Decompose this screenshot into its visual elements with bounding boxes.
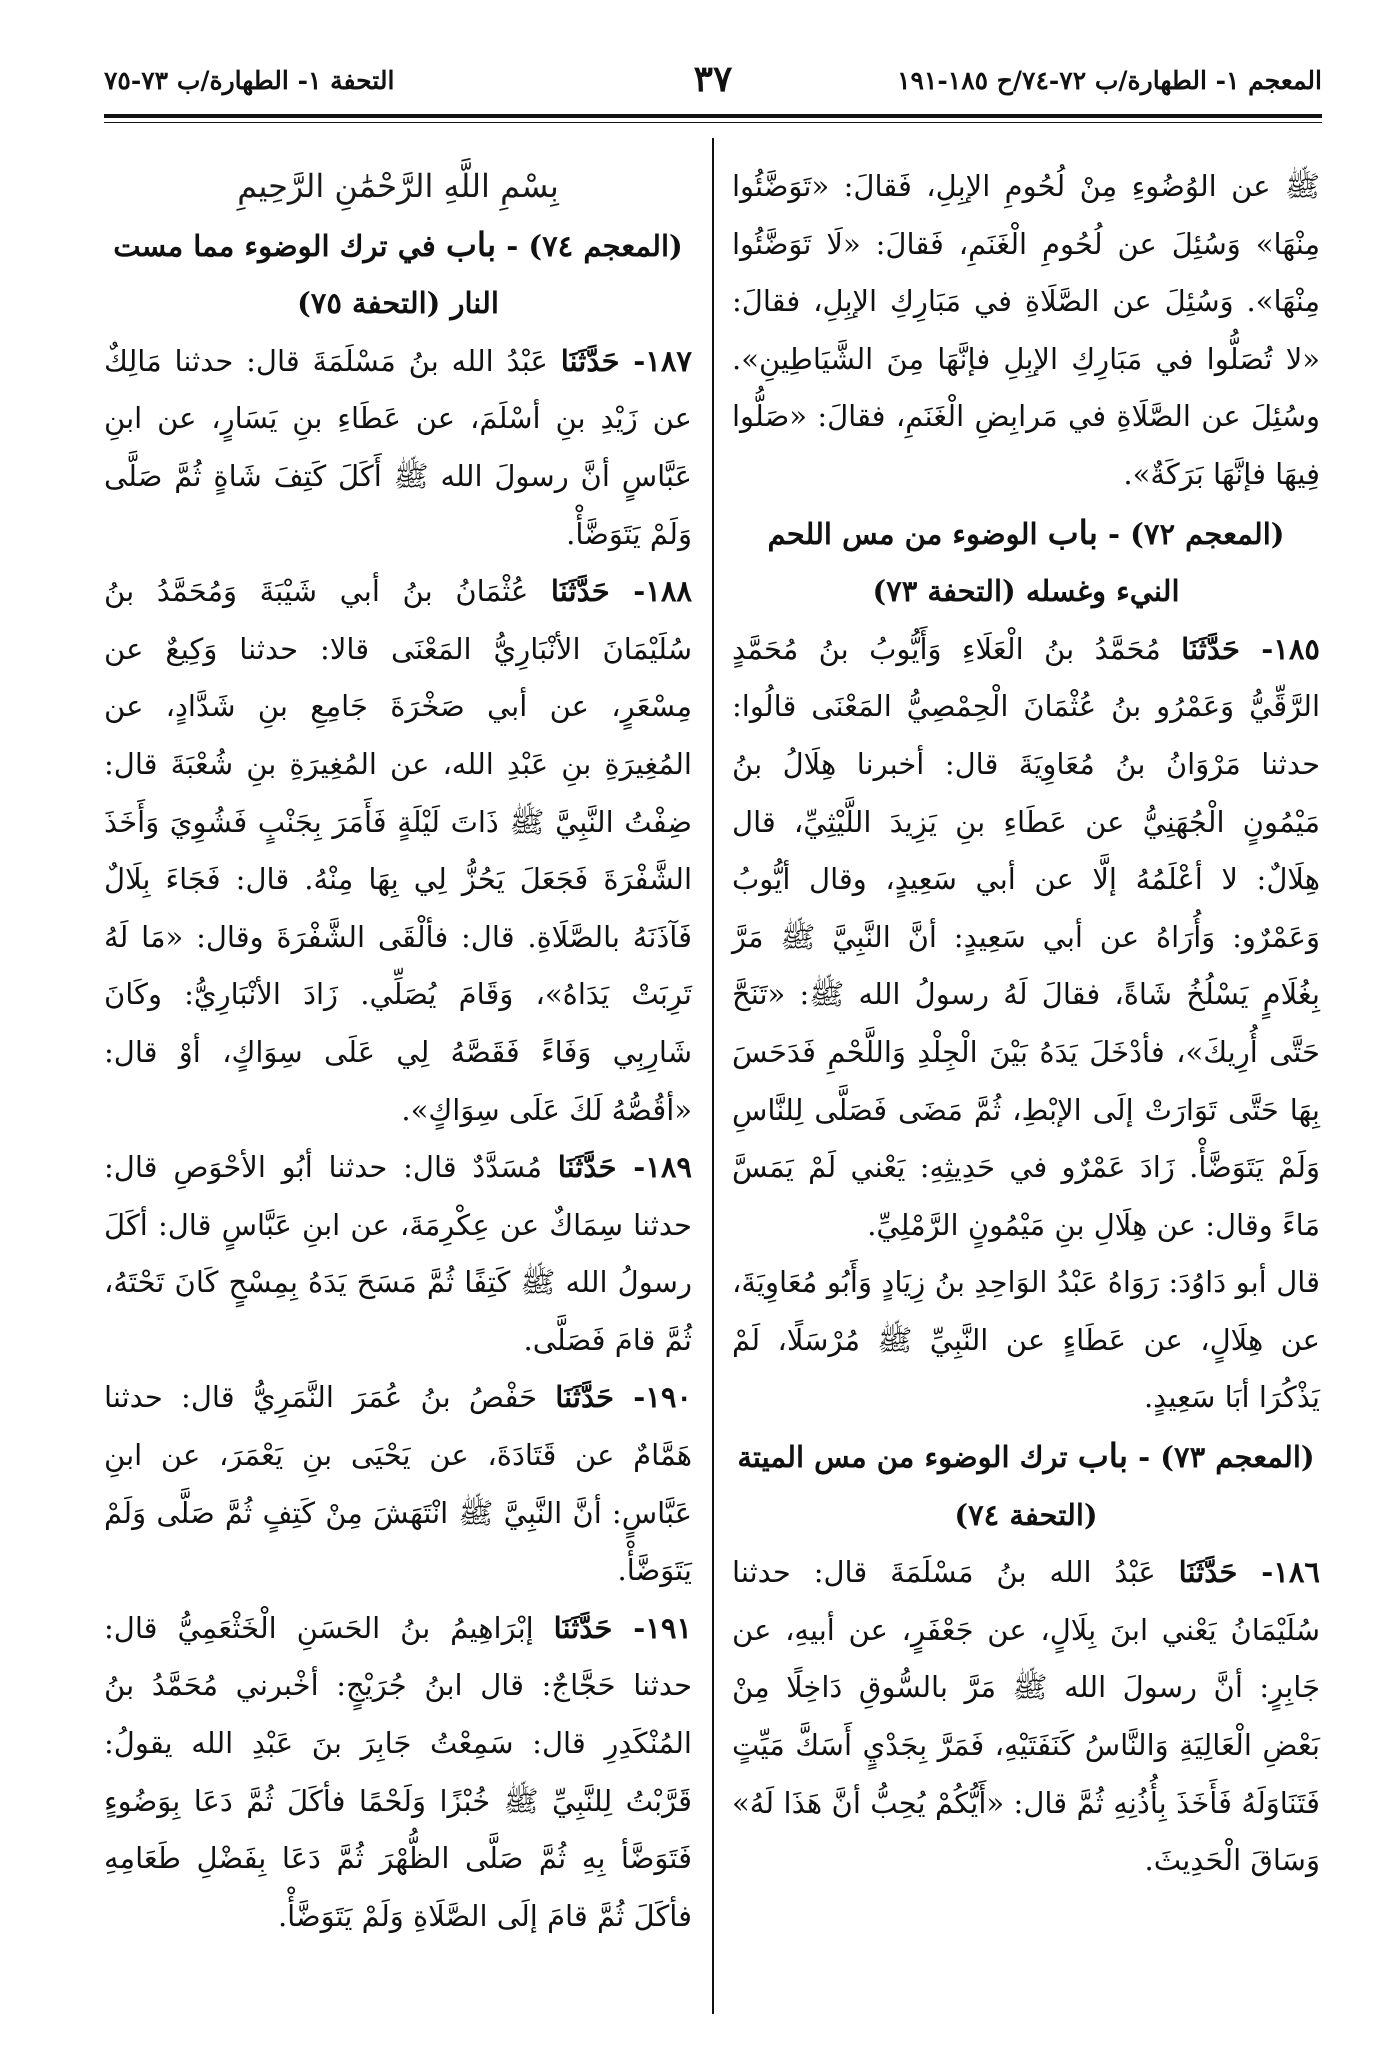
hadith-text: مُحَمَّدُ بنُ الْعَلَاءِ وَأَيُّوبُ بنُ مُحَمَّدٍ الرَّقِّيُّ وَعَمْرُو بنُ عُثْمَانَ الْحِمْصِيُّ المَعْنَى قالُوا: حدثنا مَرْوَانُ بنُ مُعَاوِيَةَ قال: أخبرنا هِلَالُ بنُ مَيْمُونٍ الْجُهَنِيُّ عن عَطَاءِ بنِ يَزِيدَ اللَّيْثِيِّ، قال هِلَالٌ: لا أعْلَمُهُ إلَّا عن أبي سَعِيدٍ، وقال أيُّوبُ وَعَمْرٌو: وَأُرَاهُ عن أبي سَعِيدٍ: أنَّ النَّبِيَّ ﷺ مَرَّ بِغُلَامٍ يَسْلُخُ شَاةً، فقالَ لَهُ رسولُ الله ﷺ: «تَنَحَّ حَتَّى أُرِيكَ»، فأدْخَلَ يَدَهُ بَيْنَ الْجِلْدِ وَاللَّحْمِ فَدَحَسَ بِهَا حَتَّى تَوَارَتْ إلَى الإبْطِ، ثُمَّ مَضَى فَصَلَّى لِلنَّاسِ وَلَمْ يَتَوَضَّأْ. زَادَ عَمْرٌو في حَدِيثِهِ: يَعْني لَمْ يَمَسَّ مَاءً وقال: عن هِلَالِ بنِ مَيْمُونٍ الرَّمْلِيِّ. bbox=[732, 631, 1320, 1242]
chapter-heading-72 bbox=[732, 504, 1320, 621]
header-right-reference: المعجم ١- الطهارة/ب ٧٢-٧٤/ح ١٨٥-١٩١ bbox=[897, 66, 1322, 95]
hadith-number: ١٩٠- bbox=[614, 1380, 693, 1415]
hadith-lead-word: حَدَّثَنَا bbox=[553, 1610, 613, 1645]
hadith-189 bbox=[104, 1139, 692, 1369]
hadith-number: ١٨٨- bbox=[609, 574, 692, 609]
hadith-lead-word: حَدَّثَنَا bbox=[560, 343, 620, 378]
bab-word: باب bbox=[1047, 512, 1098, 552]
header-rule-thin bbox=[104, 122, 1322, 123]
heading-prefix: (المعجم ٧٣) - bbox=[1128, 1440, 1315, 1475]
hadith-lead-word: حَدَّثَنَا bbox=[557, 1150, 617, 1185]
heading-title: الوضوء من مس اللحم النيء وغسله (التحفة ٧٣) bbox=[767, 516, 1180, 609]
hadith-lead-word: حَدَّثَنَا bbox=[1178, 1555, 1238, 1590]
hadith-text: حَفْصُ بنُ عُمَرَ النَّمَرِيُّ قال: حدثنا هَمَّامٌ عن قَتَادَةَ، عن يَحْيَى بنِ يَعْمَرَ، عن ابنِ عَبَّاسٍ: أنَّ النَّبِيَّ ﷺ انْتَهَشَ مِنْ كَتِفٍ ثُمَّ صَلَّى وَلَمْ يَتَوَضَّأْ. bbox=[104, 1380, 692, 1588]
right-column bbox=[732, 158, 1320, 1890]
hadith-188 bbox=[104, 563, 692, 1139]
hadith-number: ١٨٥- bbox=[1239, 631, 1320, 666]
basmala-calligraphy: بِسْمِ اللَّهِ الرَّحْمَٰنِ الرَّحِيمِ bbox=[237, 167, 559, 205]
hadith-187 bbox=[104, 333, 692, 563]
header-rule-thick bbox=[104, 114, 1322, 118]
hadith-text: عَبْدُ الله بنُ مَسْلَمَةَ قال: حدثنا مَالِكٌ عن زَيْدِ بنِ أسْلَمَ، عن عَطَاءِ بنِ يَسَارٍ، عن ابنِ عَبَّاسٍ أنَّ رسولَ الله ﷺ أَكَلَ كَتِفَ شَاةٍ ثُمَّ صَلَّى وَلَمْ يَتَوَضَّأْ. bbox=[104, 343, 692, 551]
chapter-heading-73 bbox=[732, 1427, 1320, 1544]
hadith-lead-word: حَدَّثَنَا bbox=[550, 574, 610, 609]
hadith-text: عُثْمَانُ بنُ أبي شَيْبَةَ وَمُحَمَّدُ بنُ سُلَيْمَانَ الأنْبَارِيُّ المَعْنَى قالا: حدثنا وَكِيعٌ عن مِسْعَرٍ، عن أبي صَخْرَةَ جَامِعِ بنِ شَدَّادٍ، عن المُغِيرَةِ بنِ عَبْدِ الله، عن المُغِيرَةِ بنِ شُعْبَةَ قال: ضِفْتُ النَّبِيَّ ﷺ ذَاتَ لَيْلَةٍ فَأَمَرَ بِجَنْبٍ فَشُوِيَ وَأَخَذَ الشَّفْرَةَ فَجَعَلَ يَحُزُّ لِي بِهَا مِنْهُ. قال: فَجَاءَ بِلَالٌ فَآذَنَهُ بالصَّلَاةِ. قال: فألْقَى الشَّفْرَةَ وقال: «مَا لَهُ تَرِبَتْ يَدَاهُ»، وَقَامَ يُصَلِّي. زَادَ الأنْبَارِيُّ: وكَانَ شَارِبِي وَفَاءً فَقَصَّهُ لِي عَلَى سِوَاكٍ، أوْ قال: «أقُصُّهُ لَكَ عَلَى سِوَاكٍ». bbox=[104, 574, 692, 1127]
hadith-number: ١٨٦- bbox=[1237, 1555, 1320, 1590]
bab-word: باب bbox=[1077, 1436, 1129, 1476]
hadith-186 bbox=[732, 1544, 1320, 1890]
hadith-lead-word: حَدَّثَنَا bbox=[1181, 631, 1240, 666]
hadith-number: ١٨٧- bbox=[619, 343, 692, 378]
hadith-text: عَبْدُ الله بنُ مَسْلَمَةَ قال: حدثنا سُلَيْمَانُ يَعْني ابنَ بِلَالٍ، عن جَعْفَرٍ، عن أبيهِ، عن جَابِرٍ: أنَّ رسولَ الله ﷺ مَرَّ بالسُّوقِ دَاخِلًا مِنْ بَعْضِ الْعَالِيَةِ وَالنَّاسُ كَنَفَتَيْهِ، فَمَرَّ بِجَدْيٍ أَسَكَّ مَيِّتٍ فَتَنَاوَلَهُ فَأَخَذَ بِأُذُنِهِ ثُمَّ قال: «أَيُّكُمْ يُحِبُّ أنَّ هَذَا لَهُ» وَسَاقَ الْحَدِيثَ. bbox=[732, 1555, 1320, 1878]
left-column bbox=[104, 158, 692, 1945]
bab-word: باب bbox=[445, 224, 497, 264]
hadith-number: ١٨٩- bbox=[616, 1150, 692, 1185]
hadith-text: إبْرَاهِيمُ بنُ الحَسَنِ الْخَثْعَمِيُّ قال: حدثنا حَجَّاجٌ: قال ابنُ جُرَيْجٍ: أخْبرني مُحَمَّدُ بنُ المُنْكَدِرِ قال: سَمِعْتُ جَابِرَ بنَ عَبْدِ الله يقولُ: قَرَّبْتُ لِلنَّبِيِّ ﷺ خُبْزًا وَلَحْمًا فأكَلَ ثُمَّ دَعَا بِوَضُوءٍ فَتَوَضَّأ بِهِ ثُمَّ صَلَّى الظُّهْرَ ثُمَّ دَعَا بِفَضْلِ طَعَامِهِ فأكَلَ ثُمَّ قامَ إلَى الصَّلَاةِ وَلَمْ يَتَوَضَّأْ. bbox=[104, 1610, 692, 1933]
chapter-heading-74 bbox=[104, 216, 692, 333]
page-number: ٣٧ bbox=[693, 58, 733, 100]
column-divider bbox=[712, 138, 714, 2014]
hadith-lead-word: حَدَّثَنَا bbox=[555, 1380, 615, 1415]
hadith-185 bbox=[732, 621, 1320, 1255]
heading-prefix: (المعجم ٧٢) - bbox=[1097, 516, 1285, 551]
header-left-reference: التحفة ١- الطهارة/ب ٧٣-٧٥ bbox=[104, 66, 395, 95]
hadith-190 bbox=[104, 1369, 692, 1599]
heading-prefix: (المعجم ٧٤) - bbox=[496, 228, 683, 263]
hadith-text: مُسَدَّدٌ قال: حدثنا أبُو الأحْوَصِ قال: حدثنا سِمَاكٌ عن عِكْرِمَةَ، عن ابنِ عَبَّاسٍ قال: أكَلَ رسولُ الله ﷺ كَتِفًا ثُمَّ مَسَحَ يَدَهُ بِمِسْحٍ كَانَ تَحْتَهُ، ثُمَّ قامَ فَصَلَّى. bbox=[104, 1150, 692, 1357]
hadith-number: ١٩١- bbox=[612, 1610, 692, 1645]
heading-title: ترك الوضوء من مس الميتة (التحفة ٧٤) bbox=[737, 1440, 1098, 1532]
abu-dawud-note: قال أبو دَاوُدَ: رَوَاهُ عَبْدُ الوَاحِدِ بنُ زِيَادٍ وَأَبُو مُعَاوِيَةَ، عن هِلَالٍ، عن عَطَاءٍ عن النَّبِيِّ ﷺ مُرْسَلًا، لَمْ يَذْكُرَا أبَا سَعِيدٍ. bbox=[732, 1265, 1320, 1415]
heading-title: في ترك الوضوء مما مست النار (التحفة ٧٥) bbox=[113, 228, 499, 321]
continuation-paragraph: ﷺ عن الوُضُوءِ مِنْ لُحُومِ الإبِلِ، فَقالَ: «تَوَضَّئُوا مِنْهَا» وَسُئِلَ عن لُحُومِ الْغَنَمِ، فَقالَ: «لَا تَوَضَّئُوا مِنْهَا». وَسُئِلَ عن الصَّلَاةِ في مَبَارِكِ الإبِلِ، فقالَ: «لا تُصَلُّوا في مَبَارِكِ الإبِلِ فإنَّهَا مِنَ الشَّيَاطِينِ». وسُئِلَ عن الصَّلَاةِ في مَرابِضِ الْغَنَمِ، فقالَ: «صَلُّوا فِيهَا فإنَّهَا بَرَكَةٌ». bbox=[732, 169, 1320, 491]
hadith-191 bbox=[104, 1600, 692, 1946]
running-header bbox=[104, 58, 1322, 112]
